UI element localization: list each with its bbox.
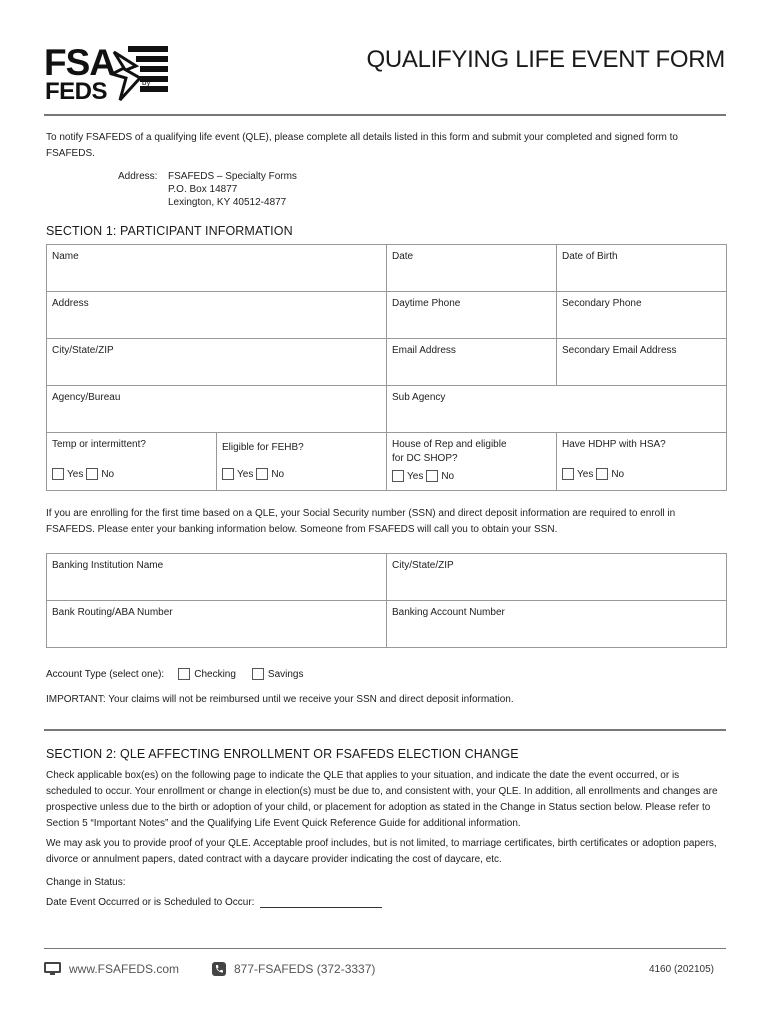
sub-agency-field[interactable] — [387, 386, 727, 433]
account-type-label: Account Type (select one): — [46, 668, 165, 680]
important-label: IMPORTANT: — [46, 694, 106, 705]
participant-info-table — [46, 244, 727, 491]
fehb-yes-checkbox[interactable] — [222, 468, 234, 480]
important-note — [46, 694, 514, 705]
date-field[interactable] — [387, 245, 557, 292]
email-label: Email Address — [392, 345, 456, 356]
change-in-status-label: Change in Status: — [46, 877, 126, 888]
logo-feds-text: FEDS — [45, 78, 108, 105]
name-label: Name — [52, 251, 79, 262]
agency-label: Agency/Bureau — [52, 392, 121, 403]
hdhp-question — [557, 433, 727, 491]
footer — [44, 960, 726, 980]
routing-number-field[interactable] — [47, 601, 387, 648]
bank-institution-label: Banking Institution Name — [52, 560, 164, 571]
hdhp-label: Have HDHP with HSA? — [562, 439, 666, 450]
dob-field[interactable] — [557, 245, 727, 292]
logo-by-text: by — [142, 78, 151, 87]
daytime-phone-field[interactable] — [387, 292, 557, 339]
date-event-row — [46, 897, 382, 908]
sub-agency-label: Sub Agency — [392, 392, 446, 403]
temp-yes-checkbox[interactable] — [52, 468, 64, 480]
header-divider — [44, 114, 726, 116]
dob-label: Date of Birth — [562, 251, 618, 262]
fehb-yes-label: Yes — [237, 468, 254, 480]
city-state-zip-label: City/State/ZIP — [52, 345, 114, 356]
temp-label: Temp or intermittent? — [52, 439, 146, 450]
temp-yes-label: Yes — [67, 468, 84, 480]
temp-no-checkbox[interactable] — [86, 468, 98, 480]
fehb-question — [217, 433, 387, 491]
bank-city-state-zip-field[interactable] — [387, 554, 727, 601]
fsafeds-logo — [44, 44, 174, 106]
bank-institution-field[interactable] — [47, 554, 387, 601]
temp-no-label: No — [101, 468, 115, 480]
banking-table — [46, 553, 727, 648]
fehb-label: Eligible for FEHB? — [222, 442, 304, 453]
daytime-phone-label: Daytime Phone — [392, 298, 461, 309]
secondary-phone-field[interactable] — [557, 292, 727, 339]
section2-title: SECTION 2: QLE AFFECTING ENROLLMENT OR FSAFEDS ELECTION CHANGE — [46, 747, 519, 761]
account-number-field[interactable] — [387, 601, 727, 648]
fehb-no-label: No — [271, 468, 285, 480]
savings-checkbox[interactable] — [252, 668, 264, 680]
dc-shop-label-2: for DC SHOP? — [392, 453, 458, 464]
dc-shop-no-label: No — [441, 470, 455, 482]
hdhp-yes-checkbox[interactable] — [562, 468, 574, 480]
checking-checkbox[interactable] — [178, 668, 190, 680]
hdhp-no-checkbox[interactable] — [596, 468, 608, 480]
fehb-no-checkbox[interactable] — [256, 468, 268, 480]
secondary-email-label: Secondary Email Address — [562, 345, 677, 356]
address-line-3: Lexington, KY 40512-4877 — [168, 197, 287, 208]
address-line-2: P.O. Box 14877 — [168, 184, 238, 195]
hdhp-yes-label: Yes — [577, 468, 594, 480]
temp-question — [47, 433, 217, 491]
section-divider — [44, 729, 726, 731]
footer-website[interactable]: www.FSAFEDS.com — [69, 962, 180, 976]
name-field[interactable] — [47, 245, 387, 292]
footer-phone[interactable]: 877-FSAFEDS (372-3337) — [234, 962, 376, 976]
intro-text: To notify FSAFEDS of a qualifying life event (QLE), please complete all details listed in this form and submit your completed and signed form to FSAFEDS. — [46, 132, 678, 159]
agency-field[interactable] — [47, 386, 387, 433]
date-event-input[interactable] — [260, 898, 382, 908]
important-text: Your claims will not be reimbursed until we receive your SSN and direct deposit information. — [108, 694, 514, 705]
address-field[interactable] — [47, 292, 387, 339]
section2-paragraph-1: Check applicable box(es) on the following page to indicate the QLE that applies to your situation, and indicate the date the event occurred, or is scheduled to occur. Your enrollment or change in election(s) must be due to, and consistent with, your QLE. In addition, all enrollments and changes are prospective unless due to the birth or adoption of your child, or placement for adoption as stated in the Change in Status section below. Please refer to Section 5 “Important Notes” and the Qualifying Life Event Quick Reference Guide for additional information. — [46, 770, 718, 829]
secondary-email-field[interactable] — [557, 339, 727, 386]
computer-monitor-icon — [44, 962, 61, 976]
checking-label: Checking — [194, 668, 236, 680]
email-field[interactable] — [387, 339, 557, 386]
form-code: 4160 (202105) — [648, 964, 714, 975]
form-title: QUALIFYING LIFE EVENT FORM — [366, 46, 725, 73]
city-state-zip-field[interactable] — [47, 339, 387, 386]
account-number-label: Banking Account Number — [392, 607, 505, 618]
section2-paragraph-2: We may ask you to provide proof of your QLE. Acceptable proof includes, but is not limited, to marriage certificates, birth certificates or adoption papers, divorce or annulment papers, dated contract with a daycare provider indicating the cost of daycare, etc. — [46, 838, 717, 865]
bank-city-state-zip-label: City/State/ZIP — [392, 560, 454, 571]
dc-shop-question — [387, 433, 557, 491]
phone-icon — [212, 962, 226, 976]
date-event-label: Date Event Occurred or is Scheduled to Occur: — [46, 897, 255, 908]
date-label: Date — [392, 251, 414, 262]
dc-shop-yes-label: Yes — [407, 470, 424, 482]
dc-shop-no-checkbox[interactable] — [426, 470, 438, 482]
logo-fsa-text: FSA — [44, 42, 115, 83]
address-label: Address: — [118, 171, 158, 182]
star-stripes-icon — [110, 44, 172, 104]
address-line-1: FSAFEDS – Specialty Forms — [168, 171, 297, 182]
address-field-label: Address — [52, 298, 89, 309]
secondary-phone-label: Secondary Phone — [562, 298, 642, 309]
hdhp-no-label: No — [611, 468, 625, 480]
account-type-row — [46, 668, 304, 680]
section1-title: SECTION 1: PARTICIPANT INFORMATION — [46, 224, 293, 238]
ssn-note: If you are enrolling for the first time based on a QLE, your Social Security number (SSN) and direct deposit information are required to enroll in FSAFEDS. Please enter your banking information below. Someone from FSAFEDS will call you to obtain your SSN. — [46, 508, 676, 535]
footer-divider — [44, 948, 726, 949]
savings-label: Savings — [267, 668, 304, 680]
dc-shop-label-1: House of Rep and eligible — [392, 439, 507, 450]
routing-number-label: Bank Routing/ABA Number — [52, 607, 173, 618]
dc-shop-yes-checkbox[interactable] — [392, 470, 404, 482]
